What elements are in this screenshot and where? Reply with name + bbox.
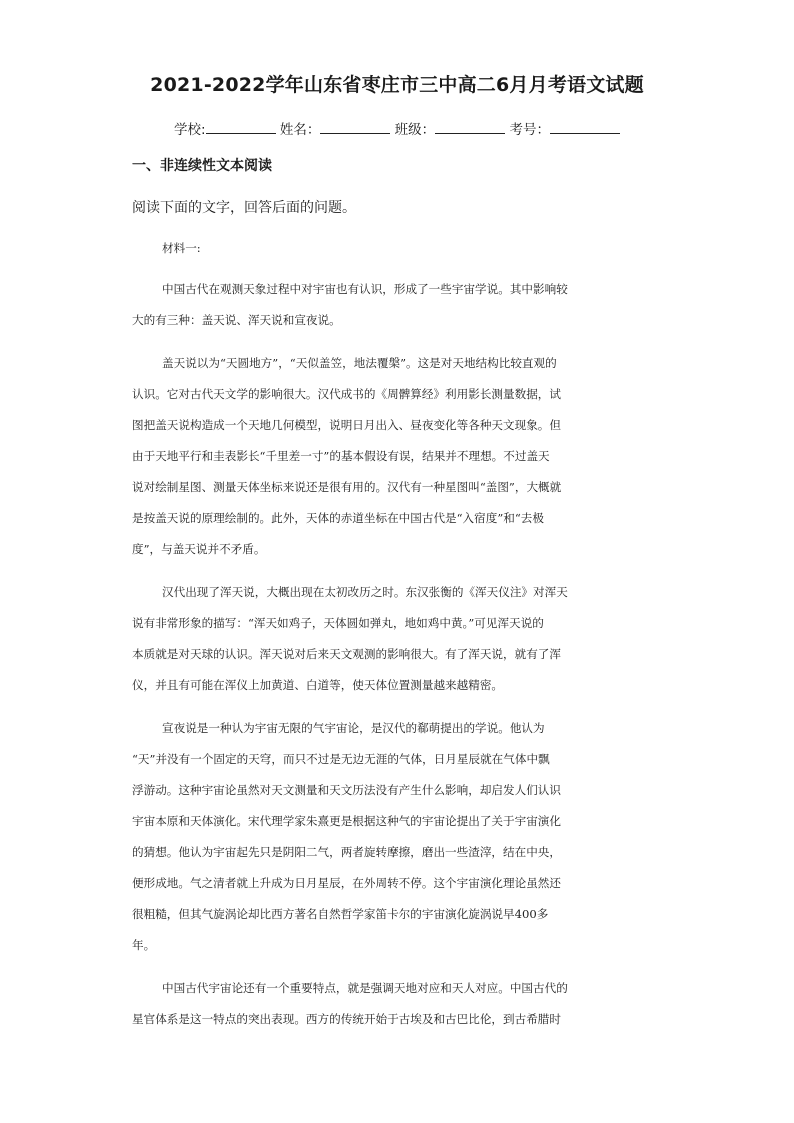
reading-passage <box>132 233 660 1047</box>
passage-line: 宇宙本原和天体演化。宋代理学家朱熹更是根据这种气的宇宙论提出了关于宇宙演化 <box>132 814 561 828</box>
passage-line: 是按盖天说的原理绘制的。此外，天体的赤道坐标在中国古代是“入宿度”和“去极 <box>132 511 544 525</box>
school-blank <box>206 121 276 134</box>
passage-line: 宣夜说是一种认为宇宙无限的气宇宙论，是汉代的郗萌提出的学说。他认为 <box>162 721 545 735</box>
passage-paragraph <box>132 348 660 565</box>
passage-line: 仪，并且有可能在浑仪上加黄道、白道等，使天体位置测量越来越精密。 <box>132 678 504 692</box>
passage-paragraph <box>132 973 660 1035</box>
passage-line: 中国古代在观测天象过程中对宇宙也有认识，形成了一些宇宙学说。其中影响较 <box>162 282 568 296</box>
section-heading: 一、非连续性文本阅读 <box>132 158 272 174</box>
passage-line: 中国古代宇宙论还有一个重要特点，就是强调天地对应和天人对应。中国古代的 <box>162 981 568 995</box>
passage-line: 盖天说以为“天圆地方”，“天似盖笠，地法覆槃”。这是对天地结构比较直观的 <box>162 356 557 370</box>
passage-line: 便形成地。气之清者就上升成为日月星辰，在外周转不停。这个宇宙演化理论虽然还 <box>132 876 561 890</box>
class-blank <box>435 121 505 134</box>
passage-line: “天”并没有一个固定的天穹，而只不过是无边无涯的气体，日月星辰就在气体中飘 <box>132 752 550 766</box>
passage-line: 认识。它对古代天文学的影响很大。汉代成书的《周髀算经》利用影长测量数据，试 <box>132 387 561 401</box>
material-label-text: 材料一: <box>162 241 201 255</box>
passage-line: 浮游动。这种宇宙论虽然对天文测量和天文历法没有产生什么影响，却启发人们认识 <box>132 783 561 797</box>
student-info-row <box>0 118 794 138</box>
passage-line: 说有非常形象的描写：“浑天如鸡子，天体圆如弹丸，地如鸡中黄。”可见浑天说的 <box>132 616 544 630</box>
exam-number-blank <box>550 121 620 134</box>
passage-line: 年。 <box>132 938 156 952</box>
reading-instruction: 阅读下面的文字，回答后面的问题。 <box>132 200 356 216</box>
passage-line: 度”，与盖天说并不矛盾。 <box>132 542 266 556</box>
passage-line: 大的有三种：盖天说、浑天说和宣夜说。 <box>132 313 341 327</box>
passage-paragraph <box>132 713 660 961</box>
passage-paragraph <box>132 274 660 336</box>
passage-line: 由于天地平行和圭表影长“千里差一寸”的基本假设有误，结果并不理想。不过盖天 <box>132 449 550 463</box>
exam-number-label: 考号： <box>509 122 550 138</box>
passage-line: 很粗糙，但其气旋涡论却比西方著名自然哲学家笛卡尔的宇宙演化旋涡说早400多 <box>132 907 549 921</box>
school-label: 学校: <box>174 122 206 138</box>
passage-line: 图把盖天说构造成一个天地几何模型，说明日月出入、昼夜变化等各种天文现象。但 <box>132 418 561 432</box>
passage-line: 星官体系是这一特点的突出表现。西方的传统开始于古埃及和古巴比伦，到古希腊时 <box>132 1012 561 1026</box>
name-label: 姓名： <box>279 122 321 138</box>
class-label: 班级： <box>394 122 436 138</box>
material-label <box>132 233 660 264</box>
document-title: 2021-2022学年山东省枣庄市三中高二6月月考语文试题 <box>150 74 644 96</box>
passage-line: 本质就是对天球的认识。浑天说对后来天文观测的影响很大。有了浑天说，就有了浑 <box>132 647 561 661</box>
passage-line: 的猜想。他认为宇宙起先只是阴阳二气，两者旋转摩擦，磨出一些渣滓，结在中央， <box>132 845 561 859</box>
passage-line: 汉代出现了浑天说，大概出现在太初改历之时。东汉张衡的《浑天仪注》对浑天 <box>162 585 568 599</box>
passage-paragraph <box>132 577 660 701</box>
name-blank <box>320 121 390 134</box>
passage-line: 说对绘制星图、测量天体坐标来说还是很有用的。汉代有一种星图叫“盖图”，大概就 <box>132 480 562 494</box>
